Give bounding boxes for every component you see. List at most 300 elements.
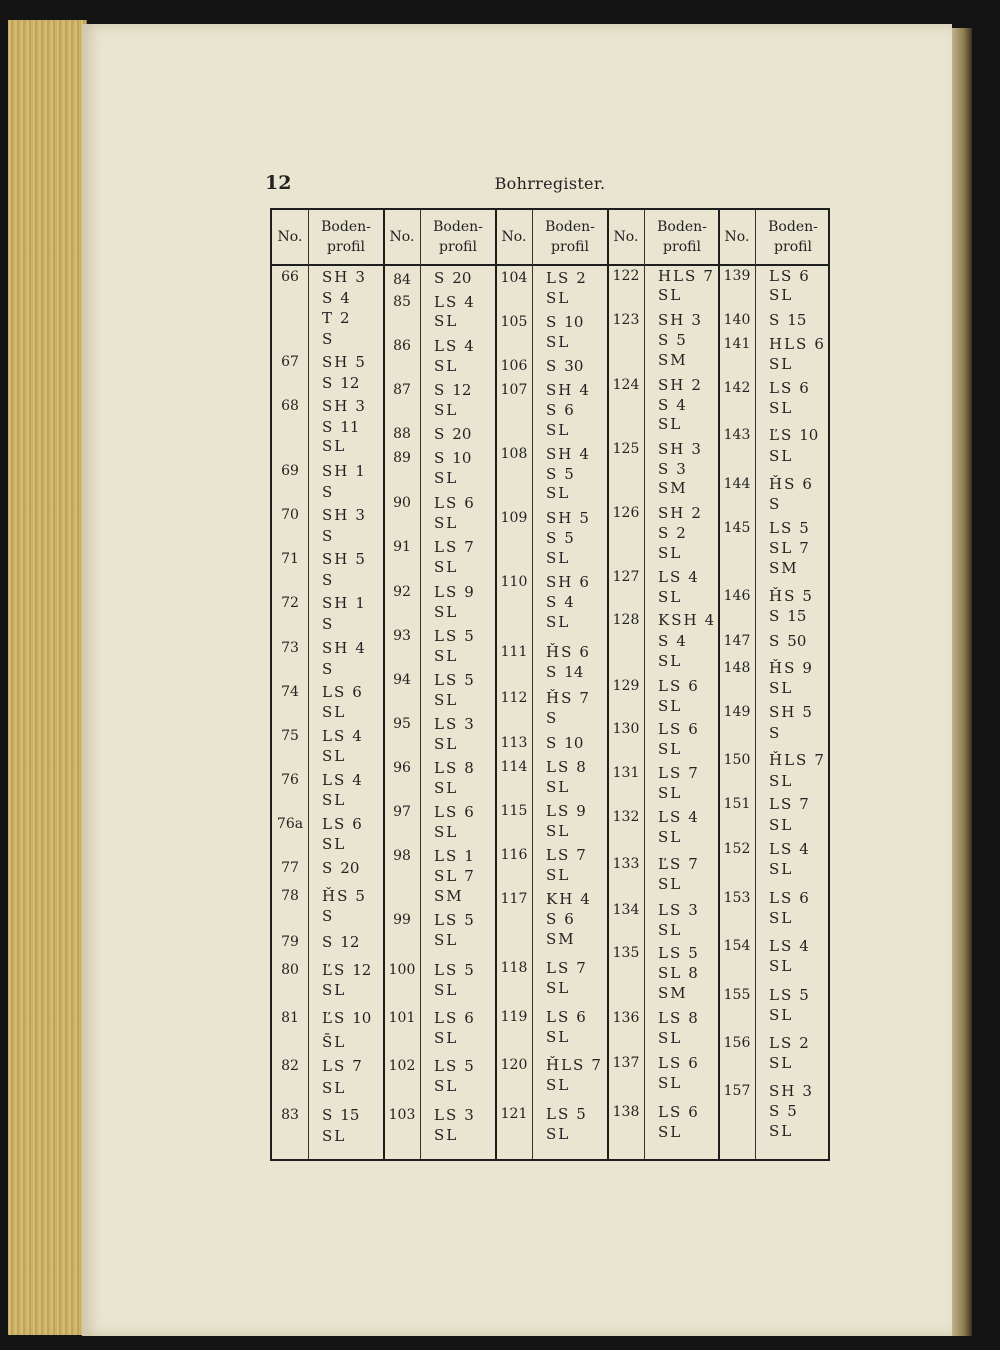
soil-code: S <box>658 396 671 414</box>
soil-depth: 12 <box>340 933 360 951</box>
soil-code: LS <box>658 764 683 782</box>
soil-depth: 4 <box>355 639 365 657</box>
soil-depth: 6 <box>464 803 474 821</box>
soil-code: SL <box>322 1127 347 1145</box>
entry-number: 101 <box>388 1010 416 1026</box>
soil-layer <box>769 355 793 373</box>
soil-layer <box>658 440 701 458</box>
soil-depth: 6 <box>799 267 809 285</box>
soil-code: SL <box>434 691 459 709</box>
soil-code: SL <box>769 957 794 975</box>
soil-layer <box>769 816 793 834</box>
soil-layer <box>434 293 474 311</box>
soil-layer <box>658 784 682 802</box>
soil-layer <box>658 1103 698 1121</box>
soil-code: S <box>434 425 447 443</box>
soil-code: LS <box>546 1105 571 1123</box>
header-bodenprofil <box>532 210 608 264</box>
header-no: No. <box>724 229 750 245</box>
soil-layer <box>322 418 359 436</box>
soil-code: SL <box>658 286 683 304</box>
soil-depth: 10 <box>352 1009 372 1027</box>
soil-code: SL <box>434 647 459 665</box>
soil-depth: 5 <box>799 986 809 1004</box>
soil-code: S <box>322 907 335 925</box>
soil-code: KSH <box>658 611 699 629</box>
soil-code: LS <box>434 1106 459 1124</box>
soil-depth: 5 <box>564 465 574 483</box>
soil-depth: 9 <box>576 802 586 820</box>
soil-code: SL <box>658 1029 683 1047</box>
soil-depth: 5 <box>564 529 574 547</box>
soil-code: SH <box>658 311 686 329</box>
soil-code: ȞS <box>546 689 574 707</box>
soil-layer <box>769 724 781 742</box>
soil-layer <box>658 740 682 758</box>
entry-number: 124 <box>612 377 640 393</box>
soil-layer <box>546 1028 570 1046</box>
soil-layer <box>434 1029 458 1047</box>
soil-code: S <box>658 331 671 349</box>
soil-layer <box>546 709 558 727</box>
soil-code: ĽS <box>658 855 683 873</box>
soil-code: S <box>434 381 447 399</box>
entry-number: 155 <box>723 987 751 1003</box>
soil-layer <box>546 778 570 796</box>
entry-number: 131 <box>612 765 640 781</box>
book-page-edges <box>8 20 87 1335</box>
soil-layer <box>322 1033 346 1051</box>
entry-number: 157 <box>723 1083 751 1099</box>
entry-number: 105 <box>500 314 528 330</box>
soil-layer <box>769 1034 809 1052</box>
soil-layer <box>434 647 458 665</box>
soil-code: SL <box>769 355 794 373</box>
soil-depth: 6 <box>802 475 812 493</box>
soil-code: SH <box>546 573 574 591</box>
soil-depth: 6 <box>688 1103 698 1121</box>
header-line: Boden- <box>545 219 595 235</box>
soil-layer <box>658 828 682 846</box>
soil-code: SL <box>769 1006 794 1024</box>
soil-depth: 30 <box>564 357 584 375</box>
soil-layer <box>769 379 809 397</box>
soil-layer <box>658 1009 698 1027</box>
soil-layer <box>769 311 806 329</box>
soil-layer <box>546 758 586 776</box>
soil-code: LS <box>658 1009 683 1027</box>
soil-layer <box>658 311 701 329</box>
soil-code: S <box>322 1106 335 1124</box>
soil-code: SL <box>434 357 459 375</box>
soil-code: SL <box>434 558 459 576</box>
soil-depth: 3 <box>464 1106 474 1124</box>
soil-layer <box>546 333 570 351</box>
soil-code: SL <box>658 1074 683 1092</box>
entry-number: 89 <box>393 450 411 466</box>
soil-depth: 3 <box>691 440 701 458</box>
soil-depth: 9 <box>802 659 812 677</box>
entry-number: 69 <box>281 463 299 479</box>
soil-code: LS <box>322 727 347 745</box>
entry-number: 76a <box>276 816 304 832</box>
soil-layer <box>769 587 812 605</box>
soil-layer <box>546 529 574 547</box>
soil-code: LS <box>434 1009 459 1027</box>
header-line: Boden- <box>768 219 818 235</box>
soil-layer <box>434 381 471 399</box>
soil-code: LS <box>769 840 794 858</box>
soil-layer <box>658 1123 682 1141</box>
soil-code: SL <box>769 399 794 417</box>
soil-depth: 2 <box>576 269 586 287</box>
soil-layer <box>434 961 474 979</box>
soil-code: SL <box>434 735 459 753</box>
soil-layer <box>546 313 583 331</box>
soil-depth: 5 <box>802 703 812 721</box>
soil-depth: 6 <box>688 1054 698 1072</box>
soil-code: S <box>322 615 335 633</box>
soil-code: LS <box>546 1008 571 1026</box>
soil-code: ĽS <box>322 1009 347 1027</box>
soil-code: HLS <box>658 267 698 285</box>
soil-code: LS <box>769 519 794 537</box>
soil-layer <box>322 660 334 678</box>
soil-code: S <box>546 401 559 419</box>
soil-code: SL <box>769 1122 794 1140</box>
soil-depth: 6 <box>564 910 574 928</box>
soil-layer <box>546 802 586 820</box>
soil-code: LS <box>434 627 459 645</box>
entry-number: 110 <box>500 574 528 590</box>
header-line: Boden- <box>657 219 707 235</box>
soil-depth: 4 <box>464 337 474 355</box>
entry-number: 93 <box>393 628 411 644</box>
soil-code: ĽS <box>769 426 794 444</box>
soil-code: S <box>546 593 559 611</box>
entry-number: 111 <box>500 644 528 660</box>
soil-code: SL <box>546 421 571 439</box>
soil-layer <box>434 514 458 532</box>
soil-layer <box>434 847 474 865</box>
soil-code: SL <box>658 828 683 846</box>
soil-layer <box>434 911 474 929</box>
soil-code: SL <box>434 514 459 532</box>
soil-code: LS <box>434 803 459 821</box>
soil-layer <box>769 795 809 813</box>
entry-number: 154 <box>723 938 751 954</box>
soil-layer <box>434 1057 474 1075</box>
entry-number: 130 <box>612 721 640 737</box>
soil-depth: 7 <box>352 1057 362 1075</box>
soil-code: S <box>322 660 335 678</box>
header-bodenprofil <box>755 210 831 264</box>
soil-layer <box>546 613 570 631</box>
soil-depth: 6 <box>688 677 698 695</box>
soil-layer <box>434 627 474 645</box>
soil-depth: 5 <box>802 587 812 605</box>
soil-depth: 4 <box>464 293 474 311</box>
soil-layer <box>769 860 793 878</box>
entry-number: 71 <box>281 551 299 567</box>
soil-depth: 4 <box>688 808 698 826</box>
soil-code: SL <box>546 1076 571 1094</box>
soil-code: SL <box>658 588 683 606</box>
soil-layer <box>434 735 458 753</box>
soil-layer <box>658 524 686 542</box>
entry-number: 137 <box>612 1055 640 1071</box>
entry-number: 81 <box>281 1010 299 1026</box>
soil-layer <box>546 689 589 707</box>
entry-number: 78 <box>281 888 299 904</box>
soil-code: LS <box>434 583 459 601</box>
soil-layer <box>434 779 458 797</box>
soil-depth: 5 <box>355 353 365 371</box>
entry-number: 66 <box>281 269 299 285</box>
entry-number: 83 <box>281 1107 299 1123</box>
header-line: profil <box>327 239 365 255</box>
soil-code: SL <box>434 981 459 999</box>
soil-layer <box>658 1074 682 1092</box>
soil-depth: 4 <box>579 381 589 399</box>
soil-code: SL <box>769 539 794 557</box>
soil-layer <box>322 309 350 327</box>
header-bodenprofil <box>308 210 384 264</box>
soil-layer <box>322 353 365 371</box>
soil-layer <box>546 573 589 591</box>
soil-depth: 5 <box>464 627 474 645</box>
header-line: profil <box>774 239 812 255</box>
soil-code: S <box>322 859 335 877</box>
soil-code: SH <box>322 462 350 480</box>
soil-code: S <box>769 1102 782 1120</box>
soil-code: SL <box>434 603 459 621</box>
soil-layer <box>322 397 365 415</box>
soil-layer <box>658 376 701 394</box>
entry-number: 151 <box>723 796 751 812</box>
entry-number: 144 <box>723 476 751 492</box>
soil-code: SL <box>434 867 459 885</box>
soil-layer <box>769 772 793 790</box>
soil-layer <box>769 539 809 557</box>
soil-layer <box>769 267 809 285</box>
soil-layer <box>322 550 365 568</box>
entry-number: 70 <box>281 507 299 523</box>
soil-layer <box>546 663 583 681</box>
entry-number: 86 <box>393 338 411 354</box>
soil-layer <box>322 815 362 833</box>
soil-code: SM <box>434 887 464 905</box>
soil-layer <box>434 603 458 621</box>
soil-depth: 8 <box>576 758 586 776</box>
soil-code: LS <box>658 808 683 826</box>
soil-depth: 3 <box>691 311 701 329</box>
soil-code: LS <box>546 959 571 977</box>
soil-layer <box>322 462 365 480</box>
soil-layer <box>434 671 474 689</box>
soil-layer <box>322 771 362 789</box>
soil-code: SL <box>434 312 459 330</box>
soil-layer <box>434 558 458 576</box>
soil-layer <box>322 727 362 745</box>
soil-code: LS <box>769 795 794 813</box>
soil-code: SH <box>658 440 686 458</box>
soil-code: SM <box>658 351 688 369</box>
soil-depth: 6 <box>464 1009 474 1027</box>
soil-depth: 9 <box>464 583 474 601</box>
entry-number: 95 <box>393 716 411 732</box>
header-no: No. <box>277 229 303 245</box>
soil-code: LS <box>322 771 347 789</box>
soil-depth: 12 <box>452 381 472 399</box>
soil-depth: 5 <box>676 331 686 349</box>
entry-number: 87 <box>393 382 411 398</box>
soil-code: ȞS <box>322 887 350 905</box>
soil-code: LS <box>434 293 459 311</box>
soil-code: LS <box>546 758 571 776</box>
soil-depth: 5 <box>464 961 474 979</box>
soil-code: SL <box>769 1054 794 1072</box>
entry-number: 126 <box>612 505 640 521</box>
soil-depth: 7 <box>688 764 698 782</box>
soil-layer <box>546 734 583 752</box>
soil-layer <box>546 1056 601 1074</box>
soil-layer <box>322 1106 359 1124</box>
entry-number: 96 <box>393 760 411 776</box>
soil-depth: 5 <box>355 550 365 568</box>
soil-code: SL <box>658 544 683 562</box>
soil-depth: 2 <box>799 1034 809 1052</box>
entry-number: 152 <box>723 841 751 857</box>
soil-layer <box>546 959 586 977</box>
soil-layer <box>769 957 793 975</box>
soil-depth: 15 <box>787 311 807 329</box>
soil-layer <box>769 703 812 721</box>
entry-number: 146 <box>723 588 751 604</box>
header-line: Boden- <box>433 219 483 235</box>
soil-layer <box>658 964 698 982</box>
soil-code: LS <box>658 720 683 738</box>
soil-layer <box>322 571 334 589</box>
entry-number: 141 <box>723 336 751 352</box>
entry-number: 106 <box>500 358 528 374</box>
soil-layer <box>546 269 586 287</box>
entry-number: 135 <box>612 945 640 961</box>
soil-depth: 14 <box>564 663 584 681</box>
soil-code: SL <box>769 816 794 834</box>
entry-number: 125 <box>612 441 640 457</box>
soil-code: SL <box>769 447 794 465</box>
soil-layer <box>769 475 812 493</box>
soil-layer <box>658 764 698 782</box>
soil-layer <box>769 632 806 650</box>
soil-layer <box>658 267 713 285</box>
soil-layer <box>546 1076 570 1094</box>
entry-number: 138 <box>612 1104 640 1120</box>
soil-layer <box>546 401 574 419</box>
soil-code: S <box>658 632 671 650</box>
soil-code: LS <box>546 846 571 864</box>
soil-code: S <box>769 495 782 513</box>
soil-layer <box>658 652 682 670</box>
entry-number: 107 <box>500 382 528 398</box>
soil-layer <box>658 396 686 414</box>
soil-layer <box>322 747 346 765</box>
soil-code: SL <box>434 1126 459 1144</box>
entry-number: 74 <box>281 684 299 700</box>
soil-code: S <box>546 663 559 681</box>
soil-layer <box>769 889 809 907</box>
soil-layer <box>322 981 346 999</box>
entry-number: 67 <box>281 354 299 370</box>
entry-number: 99 <box>393 912 411 928</box>
soil-code: LS <box>546 802 571 820</box>
entry-number: 113 <box>500 735 528 751</box>
soil-code: S̄L <box>322 1033 347 1051</box>
soil-depth: 7 <box>703 267 713 285</box>
soil-depth: 5 <box>355 887 365 905</box>
soil-code: S <box>322 330 335 348</box>
soil-code: SL <box>322 747 347 765</box>
soil-layer <box>658 944 698 962</box>
soil-code: S <box>322 483 335 501</box>
soil-depth: 4 <box>564 593 574 611</box>
soil-depth: 4 <box>579 445 589 463</box>
soil-layer <box>658 697 682 715</box>
soil-layer <box>546 910 574 928</box>
soil-depth: 4 <box>352 727 362 745</box>
soil-layer <box>434 337 474 355</box>
soil-layer <box>769 659 812 677</box>
entry-number: 82 <box>281 1058 299 1074</box>
column-divider <box>644 210 645 1159</box>
soil-code: SL <box>658 740 683 758</box>
header-no: No. <box>501 229 527 245</box>
soil-code: SL <box>322 437 347 455</box>
entry-number: 68 <box>281 398 299 414</box>
soil-layer <box>322 330 334 348</box>
soil-layer <box>322 835 346 853</box>
soil-layer <box>434 803 474 821</box>
soil-layer <box>658 1029 682 1047</box>
soil-layer <box>434 1106 474 1124</box>
soil-code: S <box>546 734 559 752</box>
entry-number: 102 <box>388 1058 416 1074</box>
soil-code: SH <box>769 1082 797 1100</box>
soil-layer <box>769 1054 793 1072</box>
soil-depth: 6 <box>352 815 362 833</box>
soil-code: LS <box>434 759 459 777</box>
soil-layer <box>658 855 698 873</box>
entry-number: 156 <box>723 1035 751 1051</box>
soil-layer <box>434 425 471 443</box>
soil-depth: 1 <box>355 594 365 612</box>
soil-depth: 10 <box>452 449 472 467</box>
soil-layer <box>434 538 474 556</box>
soil-code: LS <box>434 337 459 355</box>
soil-layer <box>769 447 793 465</box>
soil-depth: 7 <box>576 846 586 864</box>
soil-code: LS <box>434 911 459 929</box>
header-line: Boden- <box>321 219 371 235</box>
soil-code: SH <box>546 509 574 527</box>
soil-code: LS <box>322 815 347 833</box>
soil-depth: 7 <box>576 959 586 977</box>
soil-code: SL <box>322 981 347 999</box>
soil-code: SL <box>434 931 459 949</box>
column-divider <box>420 210 421 1159</box>
soil-depth: 7 <box>799 539 809 557</box>
